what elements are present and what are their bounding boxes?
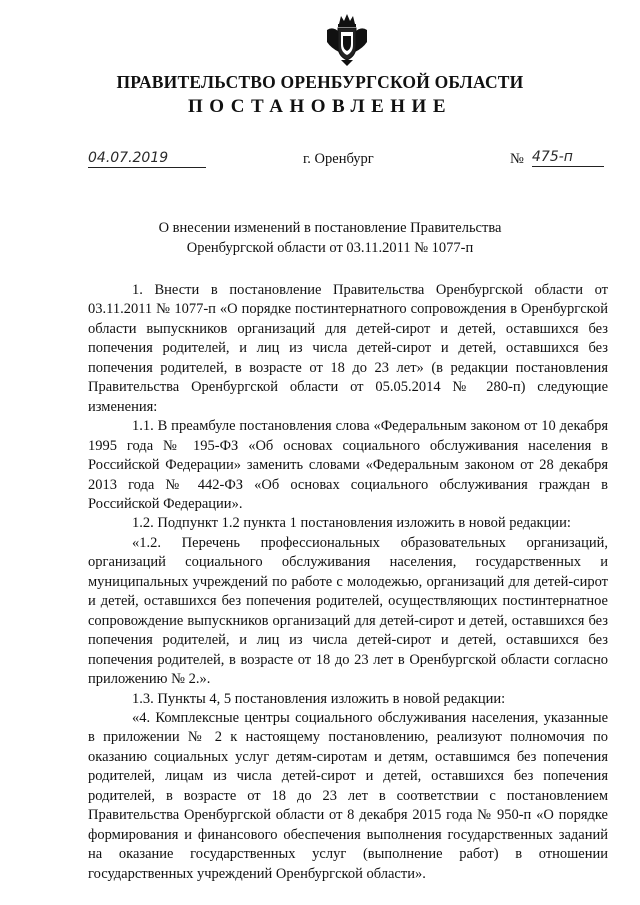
meta-row [0,150,640,174]
paragraph-1-2-text: «1.2. Перечень профессиональных образовательных организаций, организаций социального обслуживания населения, государственных и муниципальных учреждений по работе с молодежью, организаций для детей-сирот и детей, оставшихся без попечения родителей, осуществляющих постинтернатное сопровождение выпускников организаций для детей-сирот и детей, оставшихся без попечения родителей, и лиц из числа детей-сирот и детей, оставшихся без попечения родителей, в возрасте от 18 до 23 лет в Оренбургской области согласно приложению № 2.». [88,534,608,688]
document-body [88,281,608,884]
document-type: ПОСТАНОВЛЕНИЕ [187,96,453,117]
subject-line-1: О внесении изменений в постановление Правительства [158,220,502,236]
subject-line-2: Оренбургской области от 03.11.2011 № 1077-п [186,240,474,256]
document-number-label: № [510,151,524,167]
document-date: 04.07.2019 [88,150,206,168]
paragraph-1-3: 1.3. Пункты 4, 5 постановления изложить в новой редакции: [132,690,506,707]
paragraph-1-3-text: «4. Комплексные центры социального обслуживания населения, указанные в приложении № 2 к настоящему постановлению, реализуют полномочия по оказанию социальных услуг детям-сиротам и детям, оставшимся без попечения родителей, лицам из числа детей-сирот и детей, оставшихся без попечения родителей, в возрасте от 18 до 23 лет в соответствии с постановлением Правительства Оренбургской области от 8 декабря 2015 года № 950-п «О порядке формирования и финансового обеспечения выполнения государственных заданий на оказание государственных услуг (выполнение работ) в отношении государственных учреждений Оренбургской области». [88,709,608,882]
coat-of-arms-icon [323,12,371,68]
document-number: 475-п [532,149,604,167]
government-title: ПРАВИТЕЛЬСТВО ОРЕНБУРГСКОЙ ОБЛАСТИ [116,72,524,92]
document-city: г. Оренбург [303,151,374,167]
paragraph-1: 1. Внести в постановление Правительства Оренбургской области от 03.11.2011 № 1077-п «О порядке постинтернатного сопровождения в Оренбургской области выпускников организаций для детей-сирот и детей, оставшихся без попечения родителей, и лиц из числа детей-сирот и детей, оставшихся без попечения родителей, в возрасте от 18 до 23 лет» (в редакции постановления Правительства Оренбургской области от 05.05.2014 № 280-п) следующие изменения: [88,282,608,415]
paragraph-1-1: 1.1. В преамбуле постановления слова «Федеральным законом от 10 декабря 1995 года № 195-ФЗ «Об основах социального обслуживания населения в Российской Федерации» заменить словами «Федеральным законом от 28 декабря 2013 года № 442-ФЗ «Об основах социального обслуживания граждан в Российской Федерации». [88,418,608,512]
document-subject [120,218,540,258]
paragraph-1-2: 1.2. Подпункт 1.2 пункта 1 постановления изложить в новой редакции: [132,515,571,532]
